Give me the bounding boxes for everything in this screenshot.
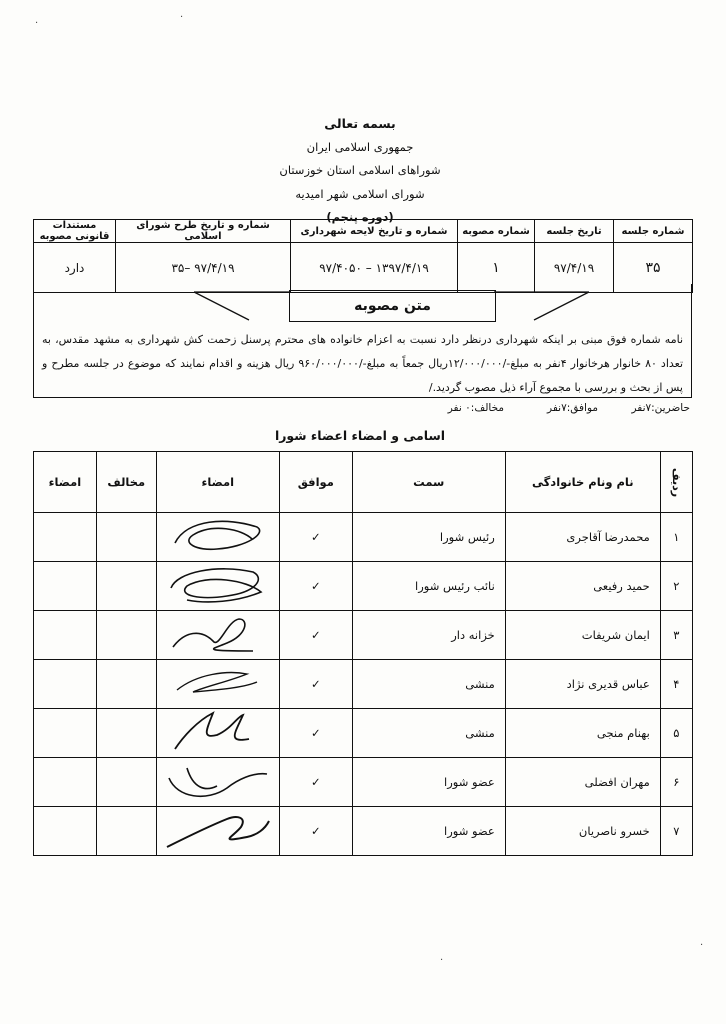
member-name: مهران افضلی (505, 758, 660, 807)
col-name: نام ونام خانوادگی (505, 452, 660, 513)
signature-scribble-icon (157, 660, 277, 706)
row-number: ۵ (660, 709, 692, 758)
signature-cell (156, 513, 279, 562)
signature-cell (156, 562, 279, 611)
plan-no-date-value: ۹۷/۴/۱۹ –۳۵ (116, 243, 291, 293)
member-name: حمید رفیعی (505, 562, 660, 611)
member-role: نائب رئیس شورا (352, 562, 505, 611)
signature2-cell (34, 513, 97, 562)
agree-checkmark-icon: ✓ (279, 513, 352, 562)
col-row-number (660, 452, 692, 513)
header-province-councils: شوراهای اسلامی استان خوزستان (279, 163, 441, 177)
signature-cell (156, 611, 279, 660)
table-row (34, 611, 693, 660)
table-row (34, 513, 693, 562)
col-agree: موافق (279, 452, 352, 513)
resolution-info-table (33, 219, 693, 293)
disagree-cell (96, 709, 156, 758)
col-signature: امضاء (156, 452, 279, 513)
signature-scribble-icon (157, 513, 277, 559)
present-count: حاضرین:۷نفر (631, 402, 690, 414)
header-session-date: تاریخ جلسه (535, 220, 614, 243)
members-title-text: اسامی و امضاء اعضاء شورا (274, 428, 446, 443)
header-resolution-no: شماره مصوبه (458, 220, 535, 243)
header-legal-docs: مستندات قانونی مصوبه (34, 220, 116, 243)
table-row (34, 562, 693, 611)
member-role: رئیس شورا (352, 513, 505, 562)
signature2-cell (34, 562, 97, 611)
col-disagree: مخالف (96, 452, 156, 513)
header-country: جمهوری اسلامی ایران (306, 139, 414, 154)
signature-scribble-icon (157, 709, 277, 755)
members-table (33, 451, 693, 856)
signature-scribble-icon (157, 807, 277, 853)
motion-body-text: نامه شماره فوق مبنی بر اینکه شهرداری درنظر دارد نسبت به اعزام خانواده های محترم پرسنل زحمت کش شهرداری به مشهد مقدس، به تعداد ۸۰ خانوار هرخانوار ۴نفر به مبلغ-/۱۲/۰۰۰/۰۰۰ریال جمعاً به مبلغ-/۹۶۰/۰۰۰/۰۰۰ ریال هزینه و اقدام نمایند که موضوع در جلسه مطرح و پس از بحث و بررسی با مجموع آراء ذیل مصوب گردید./ (42, 333, 684, 394)
member-name: عباس قدیری نژاد (505, 660, 660, 709)
member-name: محمدرضا آقاجری (505, 513, 660, 562)
row-number: ۳ (660, 611, 692, 660)
signature-scribble-icon (157, 562, 277, 608)
row-number: ۷ (660, 807, 692, 856)
bill-no-date-value: ۱۳۹۷/۴/۱۹ – ۹۷/۴۰۵۰ (291, 243, 458, 293)
table-row (34, 660, 693, 709)
signature2-cell (34, 611, 97, 660)
legal-docs-value: دارد (34, 243, 116, 293)
signature2-cell (34, 758, 97, 807)
header-session-no: شماره جلسه (614, 220, 693, 243)
agree-checkmark-icon: ✓ (279, 807, 352, 856)
agree-checkmark-icon: ✓ (279, 660, 352, 709)
session-date-value: ۹۷/۴/۱۹ (535, 243, 614, 293)
member-name: خسرو ناصریان (505, 807, 660, 856)
letter-header (180, 112, 540, 230)
row-number: ۴ (660, 660, 692, 709)
table-row (34, 758, 693, 807)
signature2-cell (34, 807, 97, 856)
disagree-cell (96, 758, 156, 807)
disagree-cell (96, 807, 156, 856)
disagree-cell (96, 513, 156, 562)
page-speck: · (440, 955, 444, 966)
member-role: منشی (352, 709, 505, 758)
row-number: ۱ (660, 513, 692, 562)
row-number: ۶ (660, 758, 692, 807)
agree-checkmark-icon: ✓ (279, 709, 352, 758)
header-term: (دوره پنجم) (326, 210, 394, 224)
agree-checkmark-icon: ✓ (279, 611, 352, 660)
signature-cell (156, 709, 279, 758)
disagree-count: مخالف:۰ نفر (447, 402, 504, 414)
disagree-cell (96, 611, 156, 660)
member-name: بهنام منجی (505, 709, 660, 758)
bismillah-line: بسمه تعالی (324, 116, 396, 131)
col-signature-2: امضاء (34, 452, 97, 513)
header-plan-no-date: شماره و تاریخ طرح شورای اسلامی (116, 220, 291, 243)
agree-checkmark-icon: ✓ (279, 562, 352, 611)
member-role: عضو شورا (352, 758, 505, 807)
signature-cell (156, 807, 279, 856)
signature2-cell (34, 709, 97, 758)
col-role: سمت (352, 452, 505, 513)
table-row (34, 807, 693, 856)
motion-title-banner (194, 290, 589, 324)
disagree-cell (96, 660, 156, 709)
signature-scribble-icon (157, 758, 277, 804)
disagree-cell (96, 562, 156, 611)
motion-section (33, 284, 692, 398)
signature-cell (156, 660, 279, 709)
agree-checkmark-icon: ✓ (279, 758, 352, 807)
header-bill-no-date: شماره و تاریخ لایحه شهرداری (291, 220, 458, 243)
session-no-value: ۳۵ (614, 243, 693, 293)
member-role: خزانه دار (352, 611, 505, 660)
header-city-council: شورای اسلامی شهر امیدیه (295, 186, 425, 201)
page-speck: · (35, 18, 39, 29)
col-row-number-label: ردیف (669, 467, 683, 498)
member-role: منشی (352, 660, 505, 709)
motion-title: متن مصوبه (289, 290, 496, 322)
member-role: عضو شورا (352, 807, 505, 856)
signature-scribble-icon (157, 611, 277, 657)
signature2-cell (34, 660, 97, 709)
row-number: ۲ (660, 562, 692, 611)
page-speck: · (700, 940, 704, 951)
signature-cell (156, 758, 279, 807)
page-speck: · (180, 12, 184, 23)
table-row (34, 709, 693, 758)
agree-count: موافق:۷نفر (547, 402, 598, 414)
resolution-no-value: ۱ (458, 243, 535, 293)
member-name: ایمان شریفات (505, 611, 660, 660)
members-section-title (240, 428, 480, 443)
